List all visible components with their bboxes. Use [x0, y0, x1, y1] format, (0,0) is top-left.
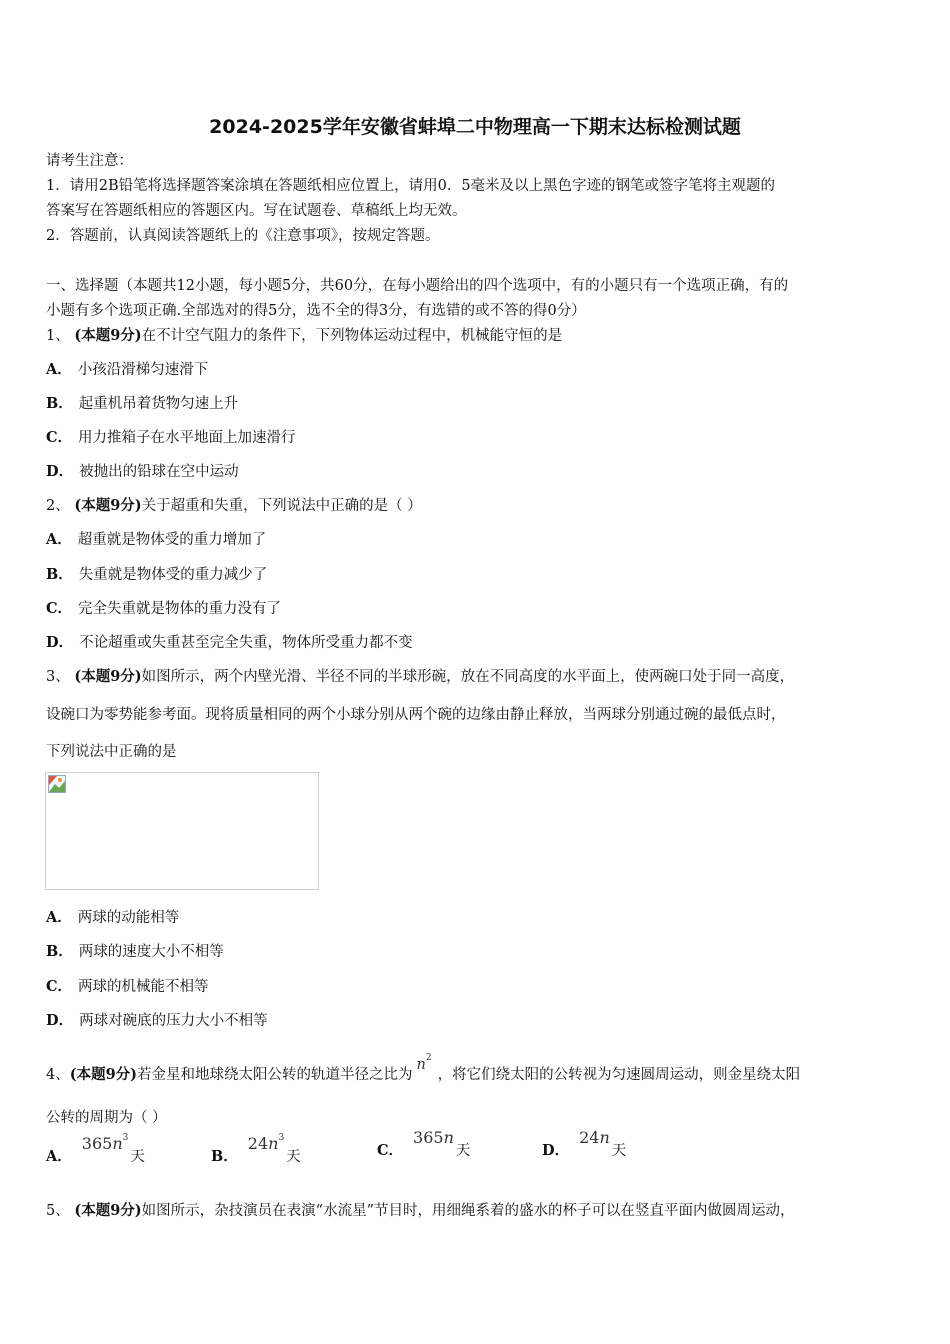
question-4-stem-line-1 [46, 1053, 801, 1085]
question-1-option-b [46, 394, 238, 414]
option-text: 两球的速度大小不相等 [78, 944, 224, 960]
option-expression [82, 1128, 129, 1154]
question-3-option-d [46, 1011, 268, 1031]
variable: n [443, 1128, 454, 1147]
notice-line-1: 1．请用2B铅笔将选择题答案涂填在答题纸相应位置上，请用0．5毫米及以上黑色字迹的钢笔或签字笔将主观题的 [46, 178, 776, 194]
exponent: 3 [122, 1133, 129, 1143]
question-score: (本题9分) [74, 327, 142, 344]
option-text: 不论超重或失重甚至完全失重，物体所受重力都不变 [79, 635, 413, 651]
question-1-stem [46, 326, 562, 346]
question-text: 在不计空气阻力的条件下，下列物体运动过程中，机械能守恒的是 [141, 328, 563, 344]
page-title: 2024-2025学年安徽省蚌埠二中物理高一下期末达标检测试题 [209, 116, 741, 138]
question-text: 如图所示，两个内壁光滑、半径不同的半球形碗，放在不同高度的水平面上，使两碗口处于同一高度， [141, 669, 795, 685]
question-number: 3、 [46, 669, 70, 685]
option-label: D． [542, 1142, 570, 1159]
question-4-option-d [542, 1128, 627, 1161]
question-3-option-b [46, 942, 224, 962]
option-label: B． [46, 566, 73, 583]
question-score: (本题9分) [74, 668, 142, 685]
question-number: 2、 [46, 498, 70, 514]
option-label: C． [46, 429, 73, 446]
question-4-stem-line-2: 公转的周期为（ ） [46, 1110, 167, 1126]
question-number: 5、 [46, 1203, 70, 1219]
option-label: B． [211, 1148, 238, 1165]
question-text-cont: ，将它们绕太阳的公转视为匀速圆周运动，则金星绕太阳 [437, 1067, 801, 1083]
option-unit: 天 [455, 1143, 471, 1159]
question-score: (本题9分) [69, 1066, 138, 1083]
ratio-expression [417, 1048, 432, 1075]
question-1-option-c [46, 428, 296, 448]
option-label: A． [46, 1148, 72, 1165]
question-2-option-b [46, 565, 267, 585]
question-number: 1、 [46, 328, 70, 344]
coefficient: 365 [413, 1128, 444, 1147]
variable: n [599, 1128, 610, 1147]
question-2-option-c [46, 599, 281, 619]
question-score: (本题9分) [74, 497, 142, 514]
option-text: 被抛出的铅球在空中运动 [79, 464, 239, 480]
option-label: C． [46, 978, 73, 995]
option-label: A． [46, 909, 72, 926]
section-instructions-line-1: 一、选择题（本题共12小题，每小题5分，共60分，在每小题给出的四个选项中，有的小题只有一个选项正确，有的 [46, 278, 789, 294]
option-text: 起重机吊着货物匀速上升 [78, 396, 239, 412]
ratio-exponent: 2 [425, 1053, 432, 1063]
question-5-stem-line-1 [46, 1201, 794, 1221]
question-1-option-d [46, 462, 239, 482]
question-2-option-a [46, 530, 266, 550]
ratio-variable: n [416, 1057, 426, 1073]
question-text: 若金星和地球绕太阳公转的轨道半径之比为 [137, 1067, 413, 1083]
question-3-figure-placeholder [45, 772, 319, 890]
section-instructions-line-2: 小题有多个选项正确.全部选对的得5分，选不全的得3分，有选错的或不答的得0分） [46, 303, 586, 319]
option-unit: 天 [130, 1149, 145, 1165]
option-text: 小孩沿滑梯匀速滑下 [77, 362, 209, 378]
option-text: 完全失重就是物体的重力没有了 [78, 601, 282, 617]
option-label: C． [377, 1142, 404, 1159]
option-expression [413, 1128, 454, 1148]
question-2-stem [46, 496, 422, 516]
option-unit: 天 [286, 1149, 301, 1165]
option-text: 两球的动能相等 [77, 910, 180, 926]
question-1-option-a [46, 360, 208, 380]
question-3-stem-line-3: 下列说法中正确的是 [46, 744, 177, 760]
coefficient: 24 [579, 1128, 600, 1147]
option-unit: 天 [611, 1143, 627, 1159]
option-expression [248, 1128, 284, 1154]
option-text: 超重就是物体受的重力增加了 [77, 532, 267, 548]
coefficient: 365 [81, 1134, 113, 1153]
question-4-option-b [211, 1133, 301, 1167]
question-number: 4、 [46, 1067, 70, 1083]
notice-line-1b: 答案写在答题纸相应的答题区内。写在试题卷、草稿纸上均无效。 [46, 203, 467, 219]
option-label: D． [46, 634, 74, 651]
option-text: 失重就是物体受的重力减少了 [78, 567, 268, 583]
question-score: (本题9分) [74, 1202, 142, 1219]
notice-line-2: 2．答题前，认真阅读答题纸上的《注意事项》，按规定答题。 [46, 228, 440, 244]
question-3-option-c [46, 977, 209, 997]
option-label: A． [46, 531, 72, 548]
question-3-stem-line-1 [46, 667, 794, 687]
option-text: 用力推箱子在水平地面上加速滑行 [78, 430, 296, 446]
variable: n [112, 1134, 123, 1153]
question-3-option-a [46, 908, 179, 928]
option-label: D． [46, 463, 74, 480]
variable: n [268, 1134, 279, 1153]
exponent: 3 [278, 1133, 285, 1143]
question-text: 关于超重和失重，下列说法中正确的是（ ） [141, 498, 422, 514]
option-label: B． [46, 943, 73, 960]
question-2-option-d [46, 633, 413, 653]
notice-heading: 请考生注意： [46, 153, 133, 169]
question-4-option-c [377, 1128, 471, 1161]
question-3-stem-line-2: 设碗口为零势能参考面。现将质量相同的两个小球分别从两个碗的边缘由静止释放，当两球分别通过碗的最低点时， [46, 707, 786, 723]
coefficient: 24 [247, 1134, 269, 1153]
option-label: D． [46, 1012, 74, 1029]
option-label: A． [46, 361, 72, 378]
option-label: B． [46, 395, 73, 412]
option-text: 两球的机械能不相等 [78, 979, 209, 995]
option-text: 两球对碗底的压力大小不相等 [79, 1013, 268, 1029]
option-label: C． [46, 600, 73, 617]
question-text: 如图所示，杂技演员在表演“水流星”节目时，用细绳系着的盛水的杯子可以在竖直平面内做圆周运动， [141, 1203, 795, 1219]
broken-image-icon [48, 775, 66, 793]
question-4-option-a [46, 1133, 145, 1167]
option-expression [579, 1128, 610, 1148]
